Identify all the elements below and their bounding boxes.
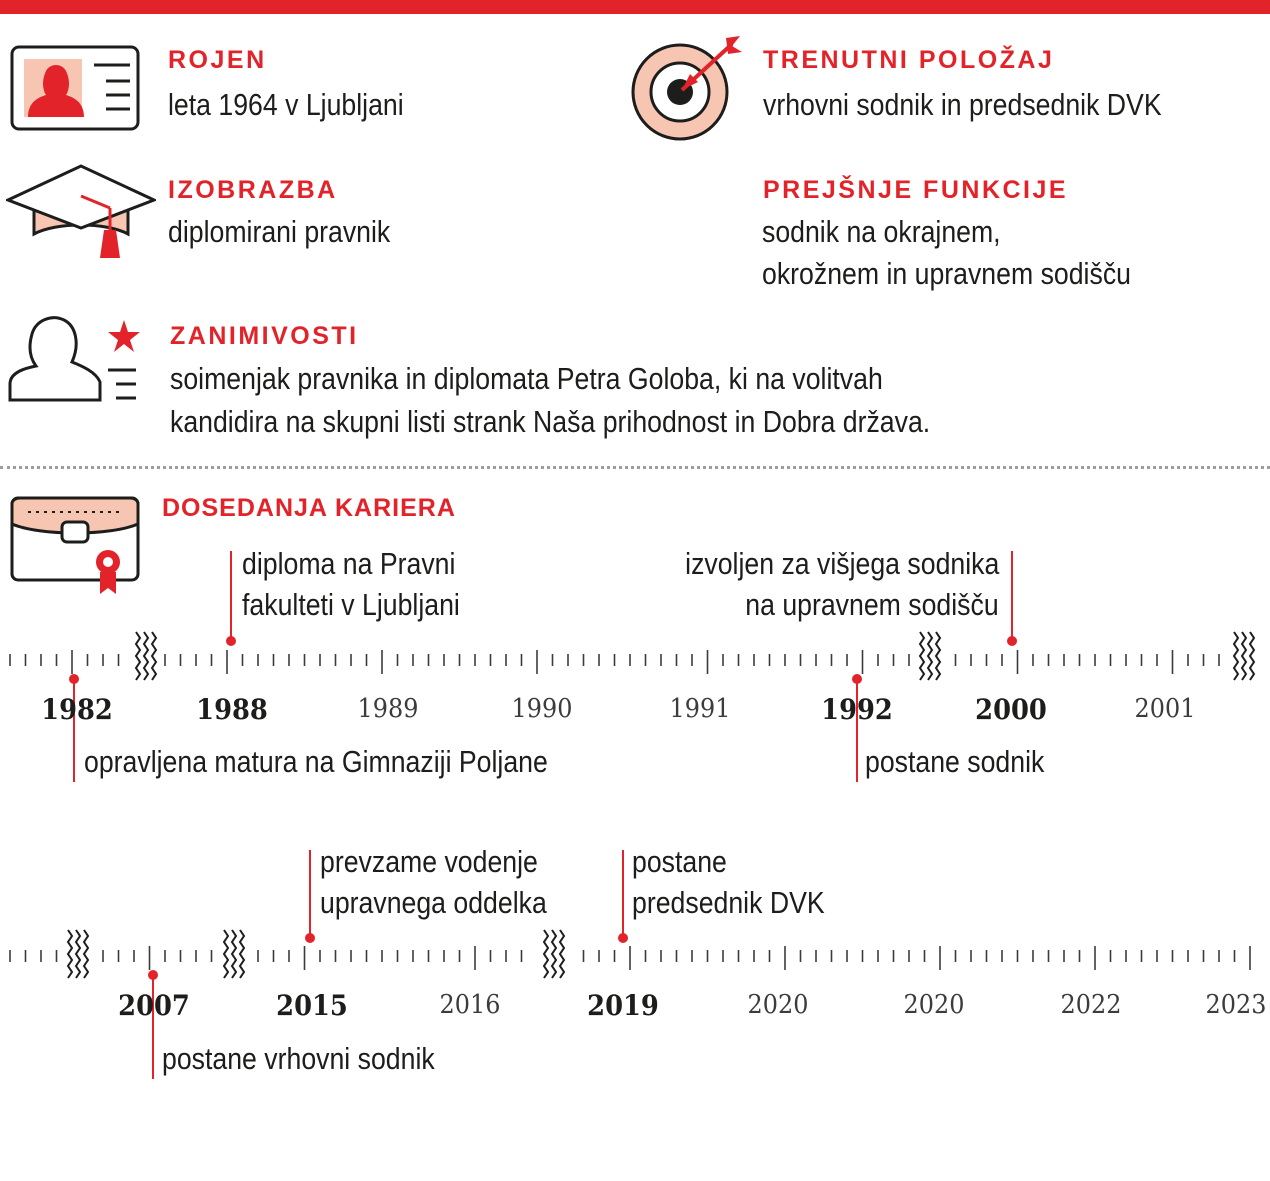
axis-break-icon: [224, 930, 244, 978]
event-dot-2007: [148, 970, 158, 980]
event-text: izvoljen za višjega sodnika: [684, 546, 999, 581]
previous-label: PREJŠNJE FUNKCIJE: [763, 176, 1069, 204]
year-label: 2007: [118, 989, 190, 1022]
born-value: leta 1964 v Ljubljani: [168, 87, 404, 122]
event-text: predsednik DVK: [632, 885, 825, 920]
event-text: upravnega oddelka: [320, 885, 547, 920]
previous-line-2: okrožnem in upravnem sodišču: [762, 256, 1131, 291]
trivia-line-1: soimenjak pravnika in diplomata Petra Goloba, ki na volitvah: [170, 361, 883, 396]
year-label: 2020: [747, 990, 809, 1020]
event-dot-2000: [1007, 636, 1017, 646]
education-label: IZOBRAZBA: [168, 176, 338, 204]
event-text: prevzame vodenje: [320, 844, 538, 879]
event-line-2019: [622, 850, 624, 938]
event-dot-1988: [226, 636, 236, 646]
event-text: na upravnem sodišču: [745, 587, 999, 622]
year-label: 2019: [587, 989, 659, 1022]
axis-break-icon: [544, 930, 564, 978]
event-dot-1992: [852, 674, 862, 684]
year-label: 2001: [1134, 694, 1196, 724]
section-divider: [0, 466, 1270, 469]
top-accent-bar: [0, 0, 1270, 14]
position-label: TRENUTNI POLOŽAJ: [763, 46, 1055, 74]
year-label: 1991: [669, 694, 731, 724]
year-label: 2000: [975, 693, 1047, 726]
previous-line-1: sodnik na okrajnem,: [762, 214, 1001, 249]
briefcase-icon: [10, 494, 142, 598]
axis-break-icon: [136, 632, 156, 680]
event-line-1988: [230, 551, 232, 641]
trivia-line-2: kandidira na skupni listi strank Naša prihodnost in Dobra država.: [170, 404, 931, 439]
career-label: DOSEDANJA KARIERA: [162, 494, 456, 522]
person-star-icon: [6, 312, 144, 404]
year-label: 2023: [1205, 990, 1267, 1020]
event-line-2015: [309, 850, 311, 938]
year-label: 2016: [439, 990, 501, 1020]
born-label: ROJEN: [168, 46, 267, 74]
timeline-row-2: [0, 926, 1270, 988]
year-label: 1982: [41, 693, 113, 726]
target-icon: [628, 34, 748, 146]
year-label: 1988: [196, 693, 268, 726]
event-text: diploma na Pravni: [242, 546, 456, 581]
year-label: 2020: [903, 990, 965, 1020]
axis-break-icon: [1234, 632, 1254, 680]
event-line-2000: [1011, 551, 1013, 641]
timeline-ticks-2: [10, 946, 1250, 970]
timeline-row-1: [0, 630, 1270, 692]
graduation-cap-icon: [6, 160, 156, 268]
id-card-icon: [10, 45, 140, 131]
event-text: fakulteti v Ljubljani: [242, 587, 460, 622]
position-value: vrhovni sodnik in predsednik DVK: [763, 87, 1162, 122]
trivia-label: ZANIMIVOSTI: [170, 322, 359, 350]
event-text: postane: [632, 844, 727, 879]
timeline-ticks-1: [10, 650, 1219, 674]
event-dot-1982: [69, 674, 79, 684]
education-value: diplomirani pravnik: [168, 214, 391, 249]
axis-break-icon: [920, 632, 940, 680]
event-dot-2019: [618, 933, 628, 943]
event-text: opravljena matura na Gimnaziji Poljane: [84, 744, 548, 779]
event-text: postane sodnik: [865, 744, 1045, 779]
year-label: 2015: [276, 989, 348, 1022]
year-label: 1992: [821, 693, 893, 726]
year-label: 1990: [511, 694, 573, 724]
event-dot-2015: [305, 933, 315, 943]
year-label: 1989: [357, 694, 419, 724]
event-text: postane vrhovni sodnik: [162, 1041, 435, 1076]
year-label: 2022: [1060, 990, 1122, 1020]
axis-break-icon: [68, 930, 88, 978]
